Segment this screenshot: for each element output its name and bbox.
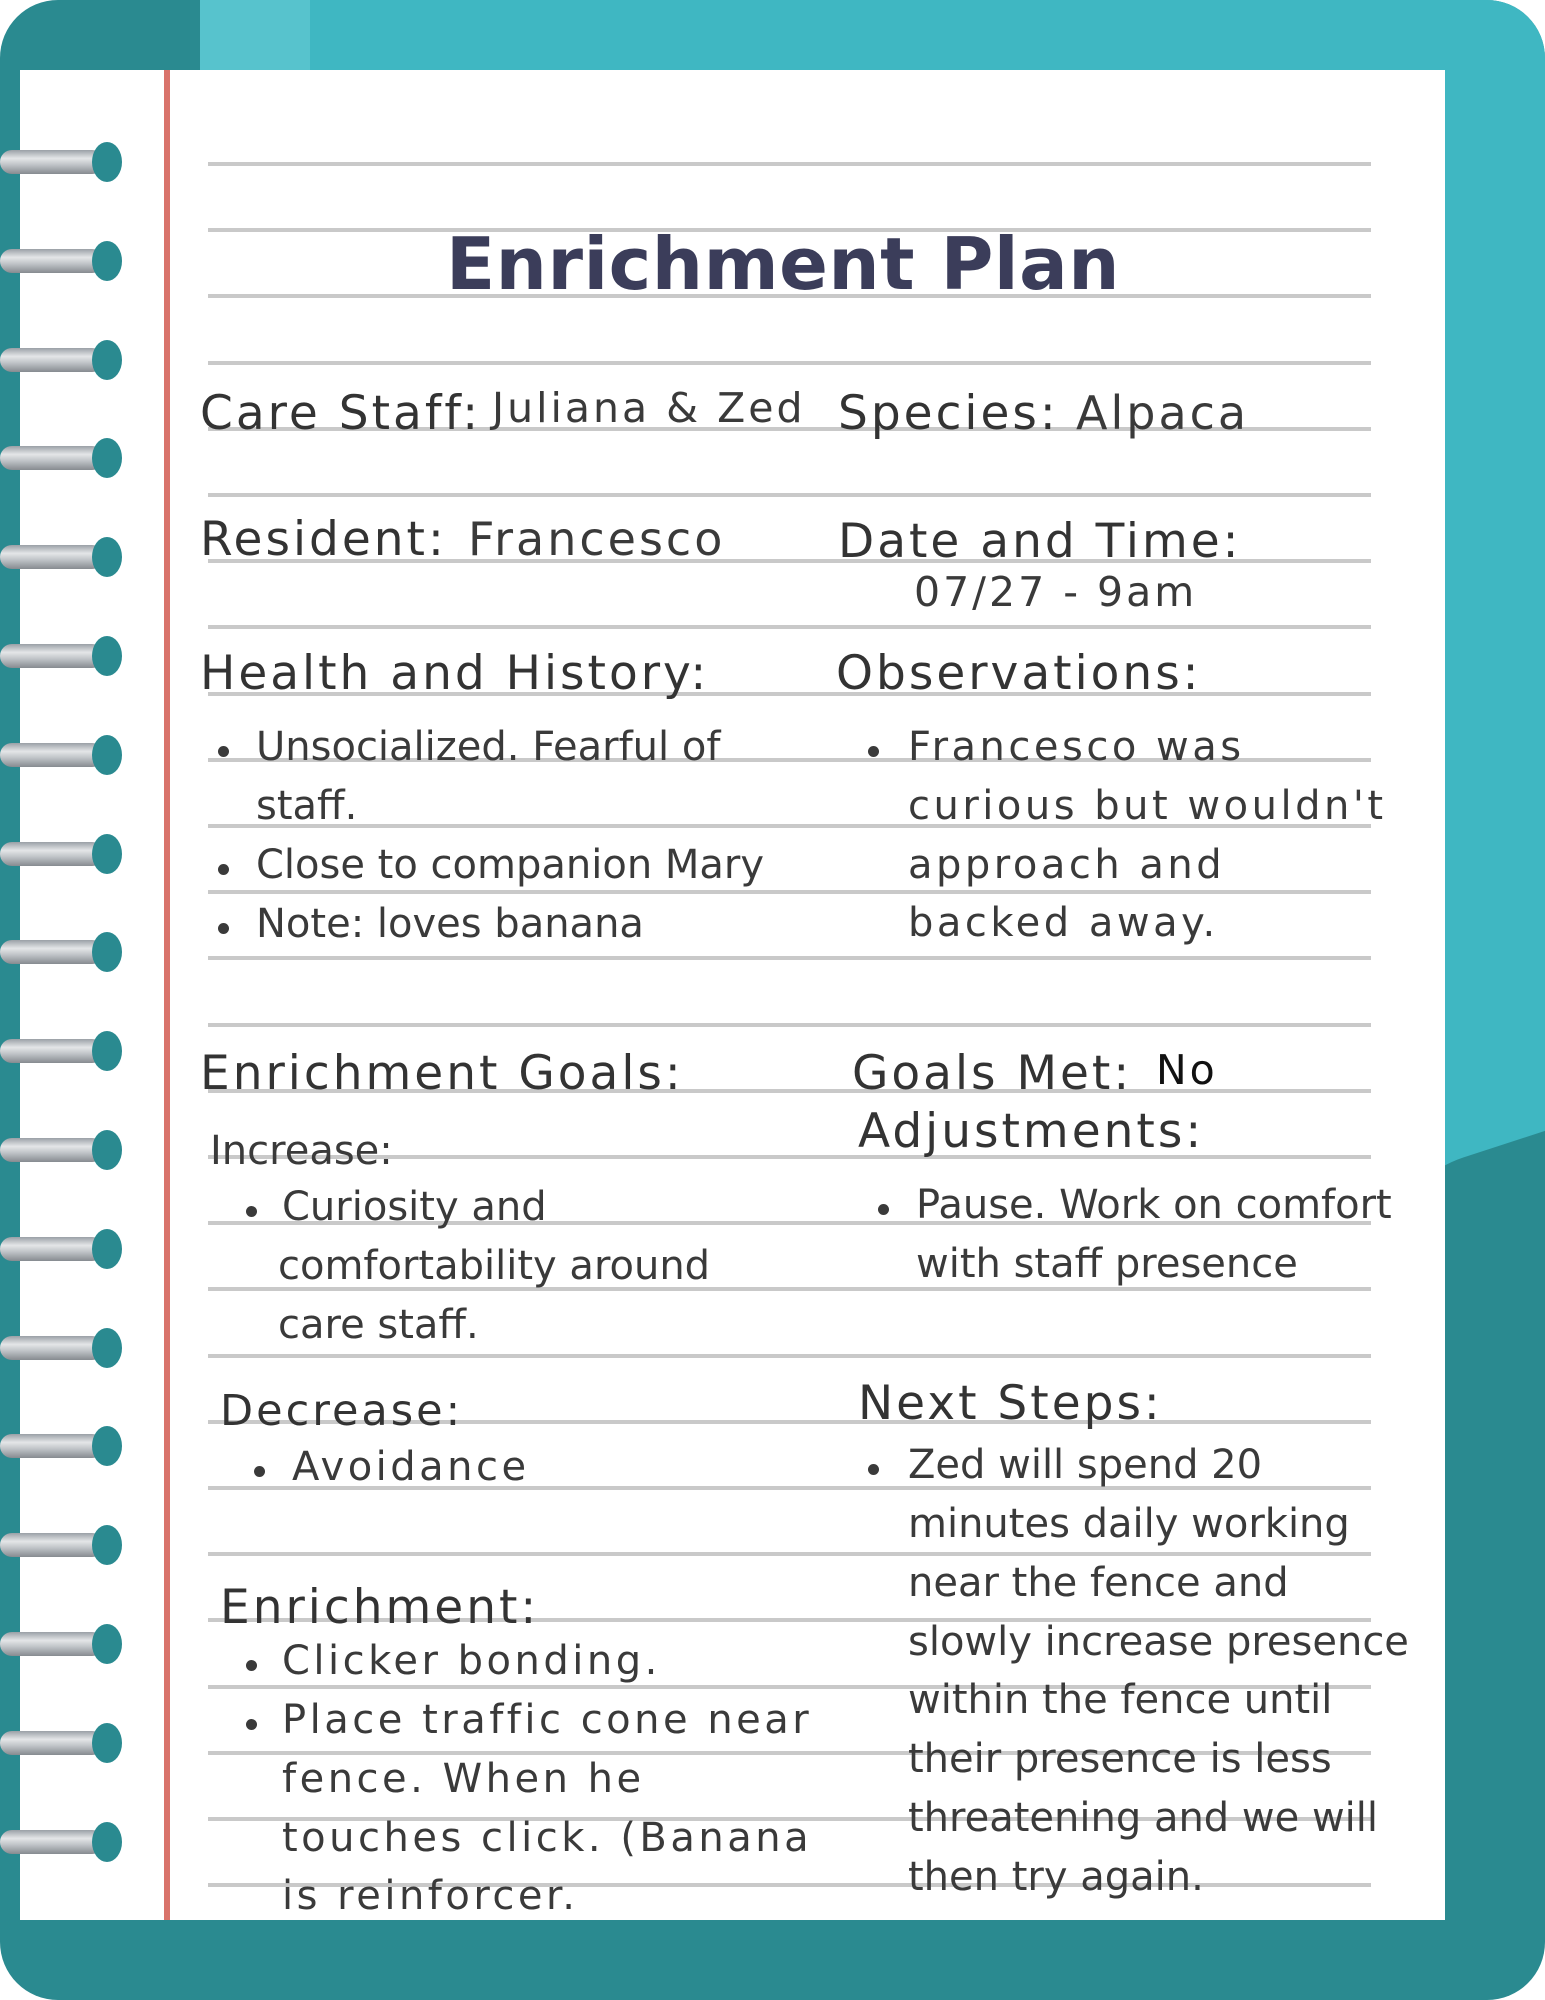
enrichment-item: touches click. (Banana — [282, 1815, 813, 1861]
goals-met-label: Goals Met: — [852, 1046, 1133, 1101]
ruled-line — [208, 162, 1371, 166]
health-item: Unsocialized. Fearful of — [256, 724, 721, 770]
spiral-ring — [0, 1822, 122, 1862]
spiral-ring — [0, 241, 122, 281]
ruled-line — [208, 1354, 1371, 1358]
next-step-line: slowly increase presence — [908, 1619, 1409, 1665]
spiral-ring — [0, 537, 122, 577]
health-item: staff. — [256, 783, 358, 829]
bullet — [868, 746, 879, 757]
adjustments-label: Adjustments: — [858, 1104, 1205, 1159]
spiral-ring — [0, 834, 122, 874]
ruled-line — [208, 1552, 1371, 1556]
spiral-ring — [0, 1624, 122, 1664]
observation-line: Francesco was — [908, 724, 1245, 770]
ruled-line — [208, 956, 1371, 960]
bullet — [878, 1204, 889, 1215]
spiral-ring — [0, 438, 122, 478]
bullet — [218, 746, 229, 757]
spiral-ring — [0, 1130, 122, 1170]
bullet — [254, 1466, 265, 1477]
next-step-line: minutes daily working — [908, 1501, 1350, 1547]
next-step-line: within the fence until — [908, 1677, 1333, 1723]
next-steps-label: Next Steps: — [858, 1376, 1163, 1431]
bullet — [218, 923, 229, 934]
spiral-ring — [0, 1328, 122, 1368]
species-value: Alpaca — [1076, 386, 1250, 440]
adjustment-item: with staff presence — [916, 1241, 1298, 1287]
spiral-ring — [0, 1525, 122, 1565]
next-step-line: their presence is less — [908, 1736, 1332, 1782]
next-step-line: threatening and we will — [908, 1795, 1378, 1841]
care-staff-label: Care Staff: — [200, 386, 482, 441]
spiral-ring — [0, 1031, 122, 1071]
health-item: Close to companion Mary — [256, 842, 765, 888]
spiral-ring — [0, 735, 122, 775]
increase-item: Curiosity and — [282, 1184, 547, 1230]
bullet — [246, 1719, 257, 1730]
next-step-line: Zed will spend 20 — [908, 1442, 1263, 1488]
ruled-line — [208, 493, 1371, 497]
spiral-ring — [0, 1229, 122, 1269]
decrease-item: Avoidance — [292, 1444, 530, 1490]
spiral-ring — [0, 340, 122, 380]
spiral-ring — [0, 636, 122, 676]
margin-line — [164, 70, 170, 1920]
next-step-line: then try again. — [908, 1854, 1204, 1900]
observation-line: backed away. — [908, 900, 1219, 946]
ruled-line — [208, 361, 1371, 365]
health-history-label: Health and History: — [200, 646, 710, 701]
resident-label: Resident: — [200, 512, 447, 567]
spiral-ring — [0, 142, 122, 182]
bullet — [246, 1660, 257, 1671]
enrichment-item: is reinforcer. — [282, 1873, 579, 1919]
increase-label: Increase: — [210, 1128, 393, 1174]
observation-line: approach and — [908, 842, 1226, 888]
spiral-ring — [0, 932, 122, 972]
bullet — [868, 1464, 879, 1475]
date-time-value: 07/27 - 9am — [914, 568, 1198, 616]
enrichment-item: Clicker bonding. — [282, 1638, 661, 1684]
ruled-line — [208, 890, 1371, 894]
page-title: Enrichment Plan — [446, 222, 1120, 306]
ruled-line — [208, 1023, 1371, 1027]
spiral-ring — [0, 1426, 122, 1466]
spiral-ring — [0, 1723, 122, 1763]
enrichment-goals-label: Enrichment Goals: — [200, 1046, 684, 1101]
enrichment-label: Enrichment: — [220, 1580, 540, 1635]
goals-met-value: No — [1156, 1046, 1218, 1094]
enrichment-item: Place traffic cone near — [282, 1697, 813, 1743]
observations-label: Observations: — [836, 646, 1202, 701]
enrichment-item: fence. When he — [282, 1756, 645, 1802]
resident-value: Francesco — [468, 512, 726, 566]
next-step-line: near the fence and — [908, 1560, 1289, 1606]
increase-item: comfortability around — [278, 1243, 711, 1289]
bullet — [246, 1206, 257, 1217]
health-item: Note: loves banana — [256, 901, 644, 947]
adjustment-item: Pause. Work on comfort — [916, 1182, 1392, 1228]
species-label: Species: — [838, 386, 1059, 441]
decrease-label: Decrease: — [220, 1386, 464, 1436]
care-staff-value: Juliana & Zed — [492, 384, 806, 432]
increase-item: care staff. — [278, 1302, 479, 1348]
bullet — [218, 864, 229, 875]
observation-line: curious but wouldn't — [908, 783, 1387, 829]
ruled-line — [208, 625, 1371, 629]
date-time-label: Date and Time: — [838, 514, 1242, 569]
